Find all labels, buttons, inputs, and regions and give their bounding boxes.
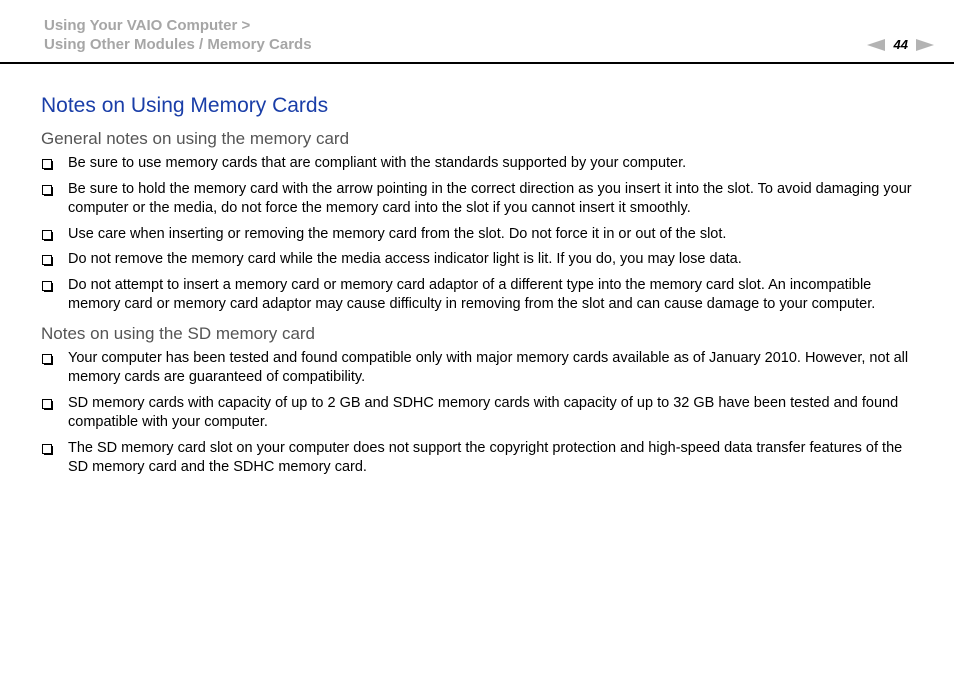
list-item	[41, 180, 916, 219]
breadcrumb-line-2: Using Other Modules / Memory Cards	[44, 36, 312, 53]
main-content	[41, 92, 916, 484]
list-item-text: SD memory cards with capacity of up to 2 GB and SDHC memory cards with capacity of up to 32 GB have been tested and found compatible with your computer.	[68, 394, 899, 430]
list-item	[41, 225, 916, 245]
list-item-text: Use care when inserting or removing the memory card from the slot. Do not force it in or out of the slot.	[68, 225, 727, 242]
list-item	[41, 276, 916, 315]
list-item-text: Your computer has been tested and found compatible only with major memory cards available as of January 2010. However, not all memory cards are guaranteed of compatibility.	[68, 349, 909, 385]
general-notes-list	[41, 154, 916, 315]
list-item	[41, 439, 916, 478]
page-number: 44	[893, 37, 908, 52]
list-item-text: Be sure to use memory cards that are compliant with the standards supported by your computer.	[68, 155, 687, 171]
list-item	[41, 250, 916, 270]
triangle-right-icon[interactable]	[916, 39, 934, 51]
page-header	[0, 0, 954, 64]
list-item	[41, 394, 916, 433]
page-title: Notes on Using Memory Cards	[41, 94, 329, 117]
list-item	[41, 349, 916, 388]
list-item	[41, 154, 916, 174]
section-heading-general: General notes on using the memory card	[41, 129, 350, 148]
header-divider	[0, 62, 954, 64]
list-item-text: Be sure to hold the memory card with the arrow pointing in the correct direction as you insert it into the slot. To avoid damaging your computer or the media, do not force the memory card into the slot if you cannot insert it smoothly.	[68, 180, 912, 216]
page-navigator	[867, 36, 934, 54]
list-item-text: Do not remove the memory card while the media access indicator light is lit. If you do, you may lose data.	[68, 251, 742, 267]
breadcrumb	[44, 16, 312, 54]
list-item-text: The SD memory card slot on your computer does not support the copyright protection and high-speed data transfer features of the SD memory card and the SDHC memory card.	[68, 439, 903, 475]
list-item-text: Do not attempt to insert a memory card or memory card adaptor of a different type into the memory card slot. An incompatible memory card or memory card adaptor may cause difficulty in removing from the slot and can cause damage to your computer.	[68, 276, 876, 312]
sd-notes-list	[41, 349, 916, 478]
triangle-left-icon[interactable]	[867, 39, 885, 51]
breadcrumb-line-1: Using Your VAIO Computer >	[44, 17, 251, 34]
section-heading-sd: Notes on using the SD memory card	[41, 323, 316, 343]
